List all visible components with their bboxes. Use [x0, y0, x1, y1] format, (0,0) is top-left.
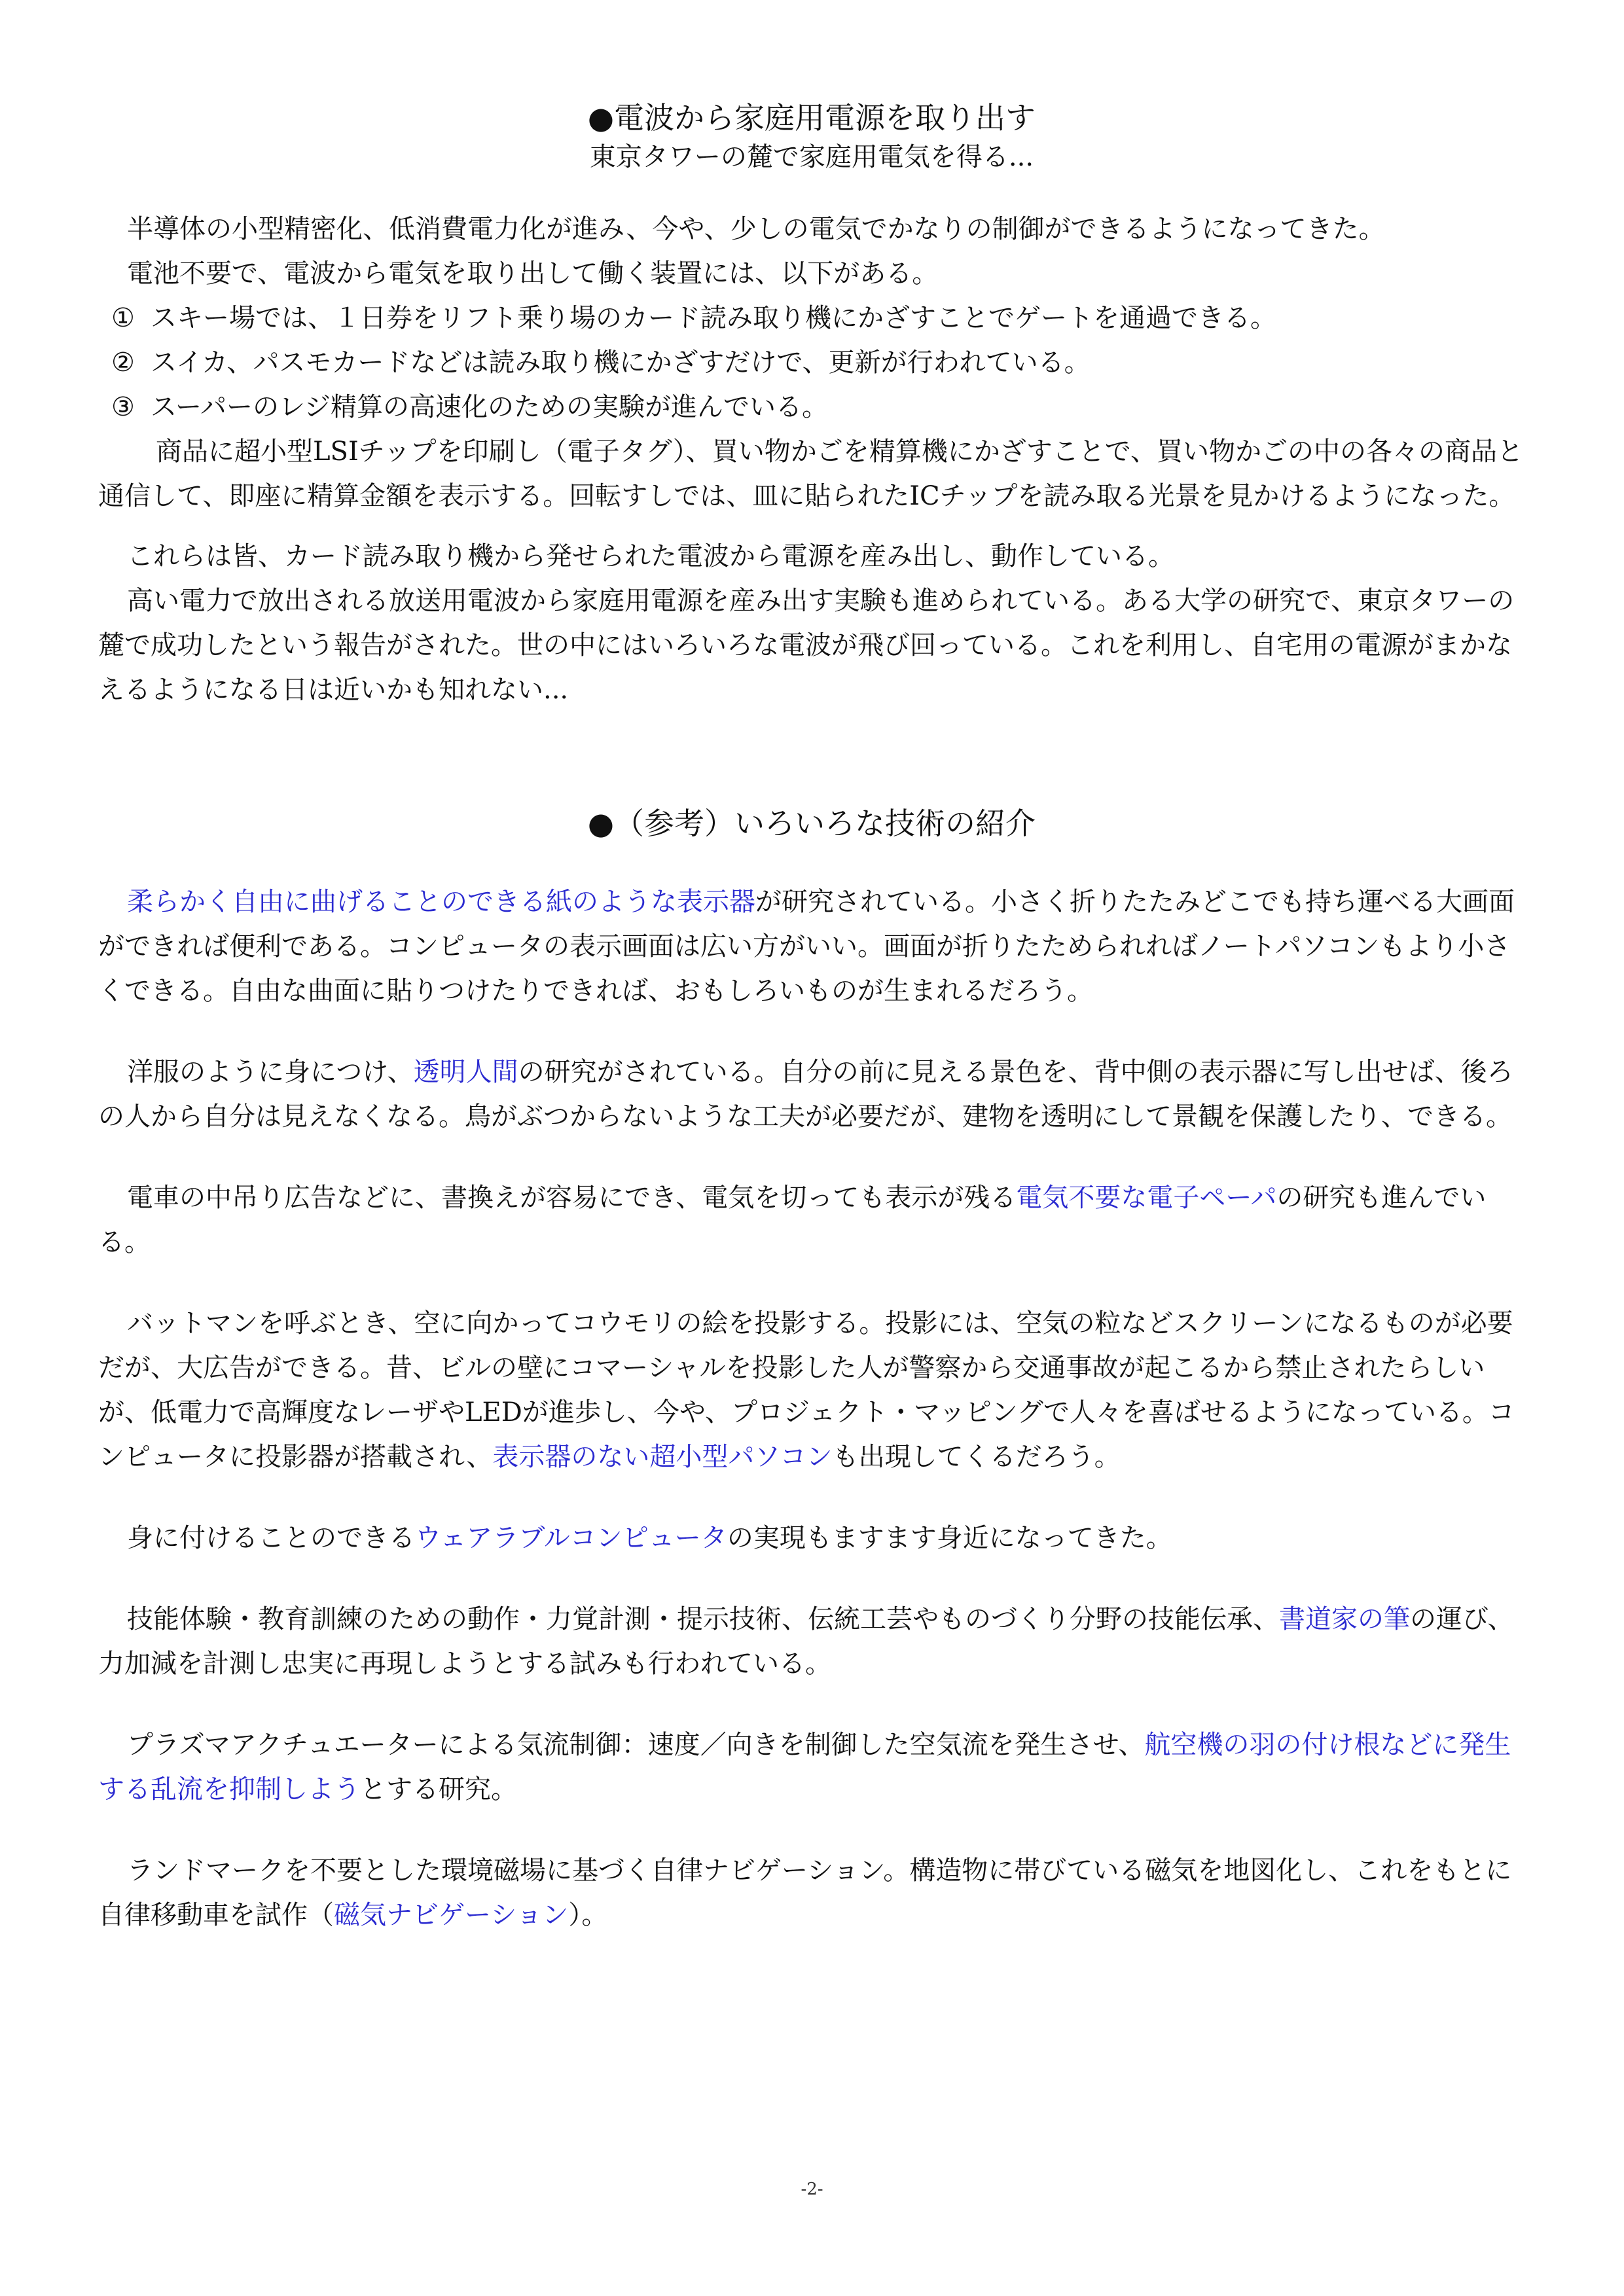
highlight-text: 表示器のない超小型パソコン: [492, 1442, 833, 1472]
highlight-text: 航空機の羽の付け根などに発生する乱流を抑制しよう: [98, 1730, 1511, 1804]
list-number: ③: [111, 392, 135, 422]
highlight-text: 電気不要な電子ペーパ: [1016, 1183, 1277, 1213]
paragraph-text: も出現してくるだろう。: [832, 1442, 1121, 1472]
highlight-text: 柔らかく自由に曲げることのできる紙のような表示器: [127, 887, 755, 917]
section-title-technologies: ●（参考）いろいろな技術の紹介: [587, 806, 1036, 841]
highlight-text: ウェアラブルコンピュータ: [415, 1523, 727, 1553]
paragraph-text: ）。: [568, 1900, 608, 1930]
paragraph-text: の研究も進んでいる。: [98, 1183, 1487, 1257]
paragraph-text: が研究されている。小さく折りたたみどこでも持ち運べる大画面ができれば便利である。コンピュータの表示画面は広い方がいい。画面が折りたためられればノートパソコンもより小さくできる。自由な曲面に貼りつけたりできれば、おもしろいものが生まれるだろう。: [98, 887, 1515, 1006]
list-number: ①: [111, 303, 135, 333]
paragraph-text: の実現もますます身近になってきた。: [727, 1523, 1172, 1553]
paragraph-text: の研究がされている。自分の前に見える景色を、背中側の表示器に写し出せば、後ろの人から自分は見えなくなる。鳥がぶつからないような工夫が必要だが、建物を透明にして景観を保護したり、できる。: [98, 1057, 1513, 1132]
tech-paragraph-electronic-paper: [98, 1175, 1525, 1265]
paragraph-text: 技能体験・教育訓練のための動作・力覚計測・提示技術、伝統工芸やものづくり分野の技能伝承、: [127, 1604, 1279, 1634]
highlight-text: 透明人間: [413, 1057, 518, 1087]
list-detail-paragraph: 商品に超小型LSIチップを印刷し（電子タグ）、買い物かごを精算機にかざすことで、買い物かごの中の各々の商品と通信して、即座に精算金額を表示する。回転すしでは、皿に貼られたICチップを読み取る光景を見かけるようになった。: [98, 437, 1523, 511]
tech-paragraph-invisible-person: [98, 1050, 1525, 1139]
paragraph-text: 電車の中吊り広告などに、書換えが容易にでき、電気を切っても表示が残る: [127, 1183, 1017, 1213]
list-item: [98, 296, 1525, 340]
tech-paragraph-plasma-actuator: [98, 1723, 1525, 1812]
intro-paragraph-2: 電池不要で、電波から電気を取り出して働く装置には、以下がある。: [127, 259, 939, 289]
highlight-text: 磁気ナビゲーション: [334, 1900, 569, 1930]
paragraph-text: バットマンを呼ぶとき、空に向かってコウモリの絵を投影する。投影には、空気の粒などスクリーンになるものが必要だが、大広告ができる。昔、ビルの壁にコマーシャルを投影した人が警察から交通事故が起こるから禁止されたらしいが、低電力で高輝度なレーザやLEDが進歩し、今や、プロジェクト・マッピングで人々を喜ばせるようになっている。コンピュータに投影器が搭載され、: [98, 1308, 1515, 1472]
list-item-text: スキー場では、１日券をリフト乗り場のカード読み取り機にかざすことでゲートを通過できる。: [151, 303, 1276, 333]
intro-paragraph-1: 半導体の小型精密化、低消費電力化が進み、今や、少しの電気でかなりの制御ができるようになってきた。: [127, 214, 1385, 244]
tech-paragraph-wearable: [98, 1516, 1525, 1560]
paragraph-text: 身に付けることのできる: [127, 1523, 415, 1553]
section-subtitle: 東京タワーの麓で家庭用電気を得る...: [589, 142, 1034, 172]
section-title-radio-power: ●電波から家庭用電源を取り出す: [587, 100, 1036, 135]
tech-paragraph-magnetic-navigation: [98, 1848, 1525, 1937]
tech-paragraph-skill-transfer: [98, 1597, 1525, 1686]
closing-paragraph-1: これらは皆、カード読み取り機から発せられた電波から電源を産み出し、動作している。: [127, 541, 1174, 571]
list-number: ②: [111, 348, 135, 378]
paragraph-text: 洋服のように身につけ、: [127, 1057, 414, 1087]
list-item: [98, 385, 1525, 429]
paragraph-text: の運び、力加減を計測し忠実に再現しようとする試みも行われている。: [98, 1604, 1514, 1679]
document-page: [98, 98, 1525, 1937]
list-item-text: スーパーのレジ精算の高速化のための実験が進んでいる。: [151, 392, 828, 422]
list-item: [98, 340, 1525, 385]
paragraph-text: プラズマアクチュエーターによる気流制御：速度／向きを制御した空気流を発生させ、: [127, 1730, 1145, 1760]
paragraph-text: ランドマークを不要とした環境磁場に基づく自律ナビゲーション。構造物に帯びている磁気を地図化し、これをもとに自律移動車を試作（: [98, 1856, 1512, 1930]
list-item-text: スイカ、パスモカードなどは読み取り機にかざすだけで、更新が行われている。: [151, 348, 1091, 378]
tech-paragraph-projection: [98, 1301, 1525, 1479]
closing-paragraph-2: 高い電力で放出される放送用電波から家庭用電源を産み出す実験も進められている。ある大学の研究で、東京タワーの麓で成功したという報告がされた。世の中にはいろいろな電波が飛び回っている。これを利用し、自宅用の電源がまかなえるようになる日は近いかも知れない...: [98, 586, 1515, 705]
tech-paragraph-flexible-display: [98, 880, 1525, 1013]
paragraph-text: とする研究。: [360, 1774, 517, 1804]
page-number: -2-: [801, 2179, 823, 2199]
highlight-text: 書道家の筆: [1279, 1604, 1410, 1634]
